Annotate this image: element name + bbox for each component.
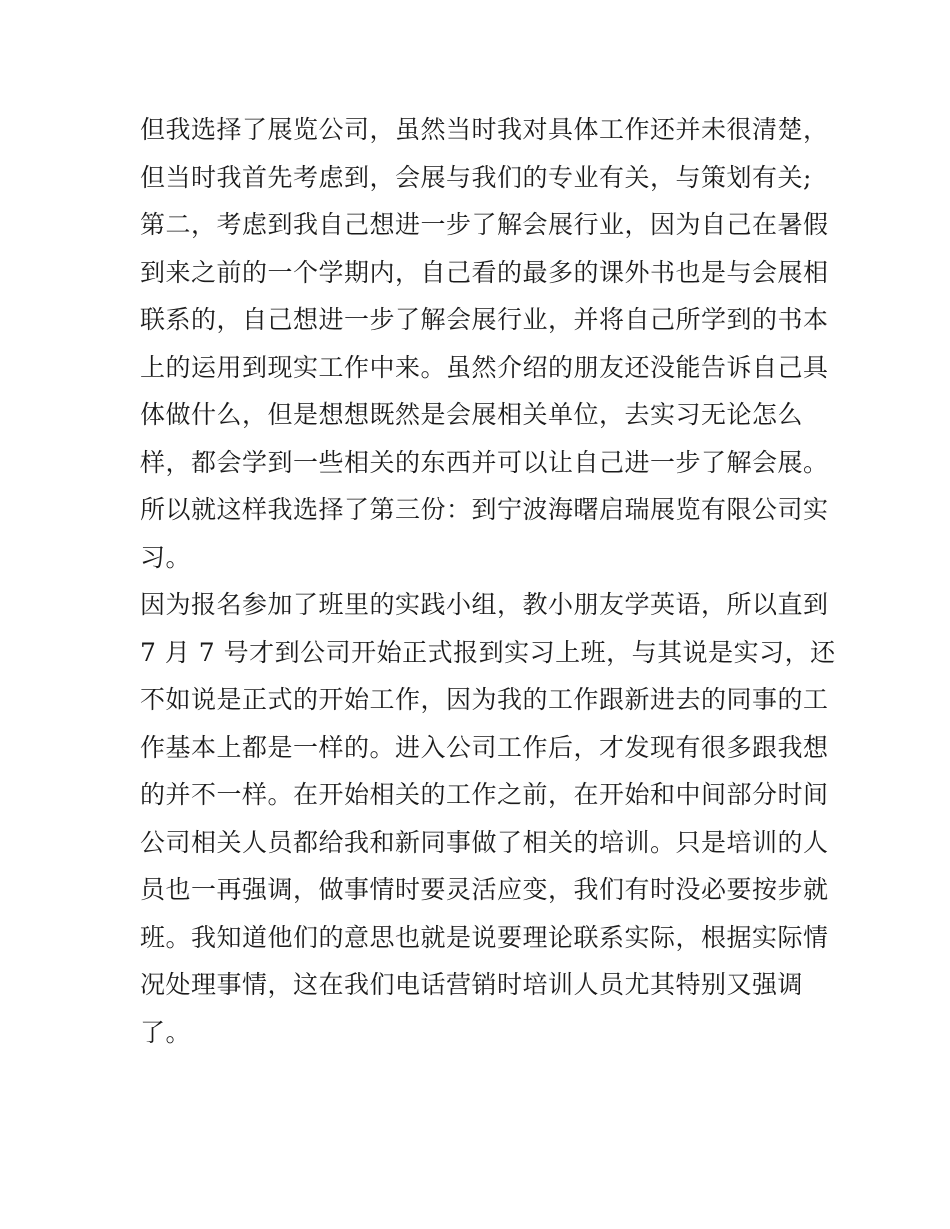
text-line: 但我选择了展览公司，虽然当时我对具体工作还并未很清楚， (140, 115, 829, 144)
text-line: 因为报名参加了班里的实践小组，教小朋友学英语，所以直到 (140, 590, 829, 619)
text-line: 但当时我首先考虑到，会展与我们的专业有关，与策划有关; (140, 162, 812, 192)
text-line: 7 月 7 号才到公司开始正式报到实习上班，与其说是实习，还 (140, 637, 836, 667)
text-line: 班。我知道他们的意思也就是说要理论联系实际，根据实际情 (140, 922, 829, 952)
text-line: 上的运用到现实工作中来。虽然介绍的朋友还没能告诉自己具 (140, 352, 829, 382)
text-line: 的并不一样。在开始相关的工作之前，在开始和中间部分时间 (140, 780, 829, 809)
text-line: 第二，考虑到我自己想进一步了解会展行业，因为自己在暑假 (140, 210, 829, 239)
text-line: 样，都会学到一些相关的东西并可以让自己进一步了解会展。 (140, 447, 829, 477)
text-line: 所以就这样我选择了第三份：到宁波海曙启瑞展览有限公司实 (140, 495, 829, 524)
text-line: 联系的，自己想进一步了解会展行业，并将自己所学到的书本 (140, 305, 829, 334)
text-line: 了。 (140, 1017, 192, 1047)
text-line: 体做什么，但是想想既然是会展相关单位，去实习无论怎么 (140, 400, 804, 429)
text-line: 作基本上都是一样的。进入公司工作后，才发现有很多跟我想 (140, 732, 829, 762)
body-text (140, 106, 836, 1056)
text-line: 公司相关人员都给我和新同事做了相关的培训。只是培训的人 (140, 827, 829, 857)
text-line: 不如说是正式的开始工作，因为我的工作跟新进去的同事的工 (140, 685, 829, 714)
text-line: 习。 (140, 542, 192, 572)
text-line: 况处理事情，这在我们电话营销时培训人员尤其特别又强调 (140, 970, 804, 999)
text-line: 员也一再强调，做事情时要灵活应变，我们有时没必要按步就 (140, 875, 829, 904)
text-line: 到来之前的一个学期内，自己看的最多的课外书也是与会展相 (140, 257, 829, 287)
